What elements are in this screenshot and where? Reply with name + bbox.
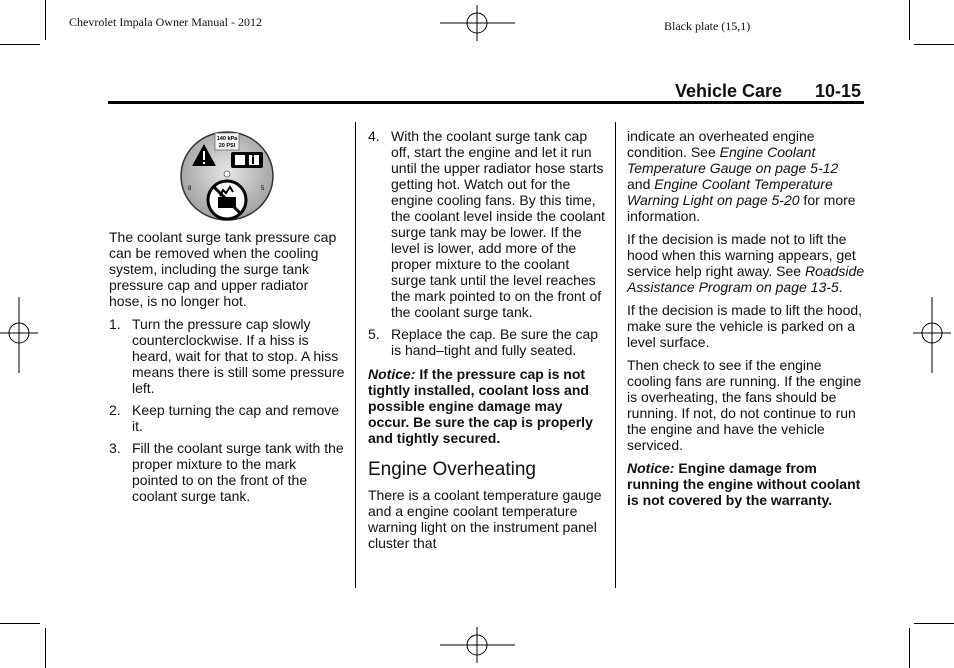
overheat-condition-text	[627, 128, 865, 224]
notice-label: Notice:	[368, 366, 416, 382]
manual-book-icon	[231, 152, 263, 168]
crop-mark	[909, 0, 910, 40]
cap-removal-intro: The coolant surge tank pressure cap can be removed when the cooling system, including the surge tank pressure cap and upper radiator hose, is no longer hot.	[109, 229, 337, 309]
step-text: Turn the pressure cap slowly counterclockwise. If a hiss is heard, wait for that to stop. A hiss means there is still some pressure left.	[132, 316, 345, 396]
step-text: Fill the coolant surge tank with the proper mixture to the mark pointed to on the front of the coolant surge tank.	[132, 440, 344, 504]
registration-mark-bottom	[440, 627, 515, 663]
section-title: Vehicle Care	[675, 81, 783, 101]
manual-title: Chevrolet Impala Owner Manual - 2012	[69, 15, 262, 29]
lift-hood-text: If the decision is made to lift the hood, make sure the vehicle is parked on a level surface.	[627, 302, 863, 350]
no-lift-hood-text	[627, 231, 865, 295]
list-item	[368, 326, 606, 358]
cross-reference-link[interactable]: Roadside Assistance Program on page 13-5	[627, 263, 865, 295]
page-number: 10-15	[815, 81, 862, 101]
check-fans-text: Then check to see if the engine cooling fans are running. If the engine is overheating, the fans should be running. If not, do not continue to run the engine and have the vehicle serviced.	[627, 357, 862, 453]
step-number: 3.	[109, 440, 121, 456]
text-run: indicate an overheated engine condition. See	[627, 128, 815, 160]
notice-text: Engine damage from running the engine without coolant is not covered by the warranty.	[627, 460, 861, 508]
step-number: 5.	[368, 326, 380, 342]
column-divider	[615, 122, 616, 588]
text-run: If the decision is made not to lift the hood when this warning appears, get service help right away. See	[627, 231, 856, 279]
crop-mark	[45, 0, 46, 40]
crop-mark	[45, 628, 46, 668]
crop-mark	[909, 628, 910, 668]
plate-label: Black plate (15,1)	[664, 19, 751, 33]
step-number: 1.	[109, 316, 121, 332]
no-opening-hot-icon	[208, 181, 246, 219]
column-2	[368, 128, 606, 558]
pressure-cap-illustration	[179, 130, 275, 222]
section-heading: Engine Overheating	[368, 459, 536, 480]
cross-reference-link[interactable]: Engine Coolant Temperature Warning Light on page 5-20	[627, 176, 833, 208]
list-item	[109, 440, 345, 504]
cap-mark-left: 8	[188, 186, 192, 192]
step-text: Replace the cap. Be sure the cap is hand–tight and fully seated.	[391, 326, 599, 358]
column-divider	[355, 122, 356, 588]
step-text: Keep turning the cap and remove it.	[132, 402, 340, 434]
list-item	[368, 128, 606, 320]
crop-mark	[914, 44, 954, 45]
crop-mark	[0, 623, 40, 624]
crop-mark	[0, 44, 40, 45]
registration-mark-right	[913, 297, 951, 373]
cap-mark-right: 5	[261, 186, 265, 192]
column-1	[109, 229, 345, 510]
notice-label: Notice:	[627, 460, 675, 476]
cap-refill-steps	[368, 128, 606, 358]
pressure-cap-notice	[368, 366, 606, 446]
registration-mark-left	[0, 297, 38, 373]
cap-pressure-kpa: 140 kPa	[216, 136, 238, 142]
cap-removal-steps	[109, 316, 345, 504]
list-item	[109, 402, 345, 434]
column-3	[627, 128, 865, 515]
text-run: for more information.	[627, 192, 856, 224]
header-rule	[108, 101, 864, 104]
step-text: With the coolant surge tank cap off, start the engine and let it run until the upper radiator hose starts getting hot. Watch out for the engine cooling fans. By this time, the coolant level inside the coolant surge tank may be lower. If the level is lower, add more of the proper mixture to the coolant surge tank until the level reaches the mark pointed to on the front of the coolant surge tank.	[391, 128, 606, 320]
cap-pressure-psi: 20 PSI	[218, 143, 236, 149]
overheating-intro: There is a coolant temperature gauge and a engine coolant temperature warning light on the instrument panel cluster that	[368, 487, 602, 551]
text-run: .	[838, 279, 843, 295]
list-item	[109, 316, 345, 396]
engine-damage-notice	[627, 460, 865, 508]
step-number: 2.	[109, 402, 121, 418]
text-run: and	[627, 176, 655, 192]
crop-mark	[914, 623, 954, 624]
registration-mark-top	[440, 5, 515, 41]
notice-text: If the pressure cap is not tightly installed, coolant loss and possible engine damage may occur. Be sure the cap is properly and tightly secured.	[368, 366, 593, 446]
cross-reference-link[interactable]: Engine Coolant Temperature Gauge on page 5-12	[627, 144, 839, 176]
step-number: 4.	[368, 128, 380, 144]
